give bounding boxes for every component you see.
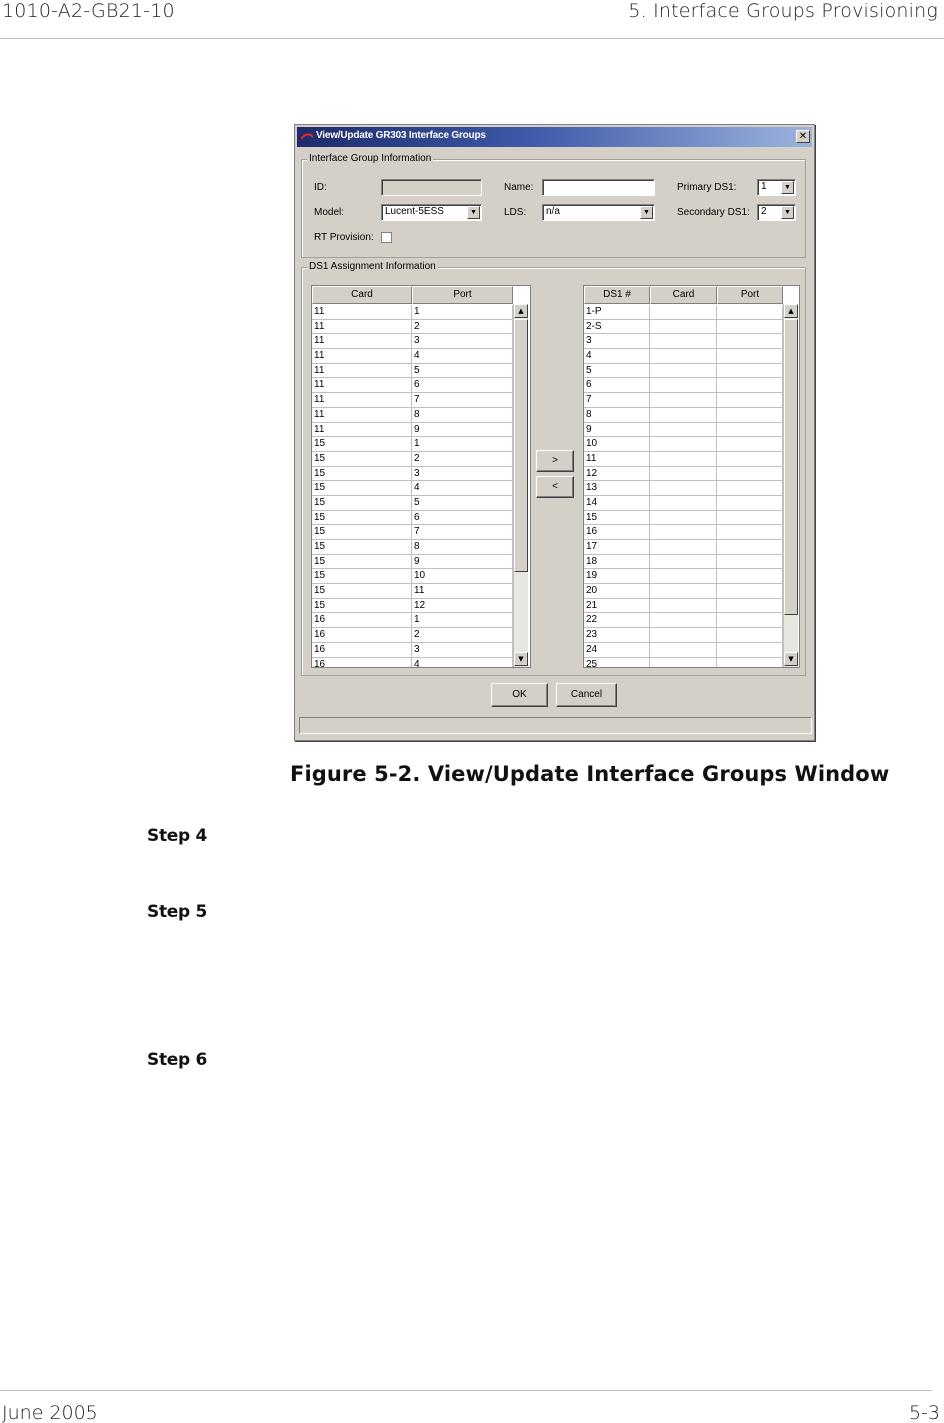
table-cell: 20	[584, 584, 650, 598]
table-cell: 19	[584, 569, 650, 583]
table-cell	[717, 555, 783, 569]
table-cell	[717, 378, 783, 392]
table-cell: 7	[412, 393, 513, 407]
table-row[interactable]	[312, 393, 513, 408]
table-row[interactable]	[584, 437, 783, 452]
table-cell: 15	[312, 481, 412, 495]
table-cell: 11	[312, 305, 412, 319]
table-row[interactable]	[312, 437, 513, 452]
table-cell: 15	[312, 467, 412, 481]
chevron-down-icon[interactable]: ▼	[640, 206, 653, 219]
table-row[interactable]	[312, 481, 513, 496]
table-row[interactable]	[312, 334, 513, 349]
table-cell	[717, 320, 783, 334]
table-cell: 11	[312, 408, 412, 422]
table-cell: 21	[584, 599, 650, 613]
table-row[interactable]	[584, 349, 783, 364]
app-icon	[301, 133, 313, 141]
table-cell: 11	[312, 423, 412, 437]
table-cell: 5	[584, 364, 650, 378]
table-row[interactable]	[312, 584, 513, 599]
table-cell: 22	[584, 613, 650, 627]
table-cell	[650, 452, 717, 466]
page-number: 5-3	[908, 1402, 940, 1423]
table-cell: 8	[584, 408, 650, 422]
model-select[interactable]	[381, 204, 482, 221]
table-cell: 2-S	[584, 320, 650, 334]
table-cell	[717, 496, 783, 510]
table-cell: 23	[584, 628, 650, 642]
table-cell	[650, 569, 717, 583]
table-cell: 17	[584, 540, 650, 554]
table-row[interactable]	[312, 599, 513, 614]
window-title: View/Update GR303 Interface Groups	[316, 130, 486, 141]
view-update-window	[294, 124, 815, 741]
interface-group-info	[301, 153, 806, 258]
table-cell	[717, 349, 783, 363]
primary-ds1-label: Primary DS1:	[677, 182, 737, 193]
name-input[interactable]	[542, 179, 655, 196]
table-row[interactable]	[312, 555, 513, 570]
table-cell	[650, 437, 717, 451]
table-cell: 3	[584, 334, 650, 348]
table-cell: 4	[412, 349, 513, 363]
table-cell: 11	[312, 320, 412, 334]
table-row[interactable]	[584, 364, 783, 379]
footer-date: June 2005	[2, 1402, 98, 1423]
table-cell	[717, 364, 783, 378]
table-cell: 15	[312, 555, 412, 569]
table-row[interactable]	[312, 658, 513, 669]
scroll-down-icon[interactable]: ▼	[514, 652, 528, 666]
table-row[interactable]	[584, 467, 783, 482]
group-info-legend: Interface Group Information	[309, 153, 432, 164]
table-cell: 12	[412, 599, 513, 613]
table-cell: 4	[412, 658, 513, 669]
table-cell	[717, 658, 783, 669]
footer-rule	[0, 1390, 932, 1391]
table-cell: 15	[312, 584, 412, 598]
table-cell: 15	[312, 452, 412, 466]
table-cell: 15	[584, 511, 650, 525]
table-row[interactable]	[584, 658, 783, 669]
column-header-ds1[interactable]: DS1 #	[584, 286, 650, 304]
table-cell	[650, 378, 717, 392]
table-cell: 15	[312, 569, 412, 583]
scroll-down-icon[interactable]: ▼	[784, 652, 798, 666]
available-ds1-rows	[312, 305, 513, 668]
table-cell	[717, 569, 783, 583]
table-cell: 4	[412, 481, 513, 495]
ds1-assignment-legend: DS1 Assignment Information	[309, 261, 436, 272]
table-cell	[717, 437, 783, 451]
table-row[interactable]	[312, 349, 513, 364]
id-label: ID:	[314, 182, 327, 193]
table-cell: 16	[312, 658, 412, 669]
table-row[interactable]	[312, 378, 513, 393]
table-cell: 7	[412, 525, 513, 539]
table-cell	[717, 584, 783, 598]
table-cell: 11	[312, 393, 412, 407]
unassign-button[interactable]: <	[536, 476, 574, 498]
table-row[interactable]	[584, 555, 783, 570]
available-ds1-table[interactable]	[311, 285, 531, 668]
table-row[interactable]	[584, 408, 783, 423]
table-cell: 7	[584, 393, 650, 407]
table-cell: 14	[584, 496, 650, 510]
table-cell: 6	[412, 511, 513, 525]
table-row[interactable]	[312, 525, 513, 540]
table-row[interactable]	[584, 584, 783, 599]
ds1-assignment-table[interactable]	[583, 285, 800, 668]
scroll-thumb[interactable]	[514, 319, 528, 572]
secondary-ds1-value: 2	[761, 206, 767, 217]
lds-value: n/a	[546, 206, 560, 217]
table-cell: 1	[412, 305, 513, 319]
table-cell: 6	[412, 378, 513, 392]
table-cell	[650, 658, 717, 669]
table-cell: 1	[412, 613, 513, 627]
table-row[interactable]	[584, 613, 783, 628]
title-bar[interactable]	[297, 127, 812, 147]
table-cell: 6	[584, 378, 650, 392]
close-icon[interactable]: ✕	[796, 130, 810, 143]
table-cell	[650, 525, 717, 539]
table-cell	[717, 643, 783, 657]
table-cell: 11	[312, 349, 412, 363]
chevron-down-icon[interactable]: ▼	[781, 181, 794, 194]
table-row[interactable]	[312, 540, 513, 555]
table-cell	[650, 511, 717, 525]
table-row[interactable]	[312, 364, 513, 379]
table-cell: 1-P	[584, 305, 650, 319]
table-row[interactable]	[584, 320, 783, 335]
table-cell: 9	[412, 423, 513, 437]
model-value: Lucent-5ESS	[385, 206, 444, 217]
table-cell: 25	[584, 658, 650, 669]
table-row[interactable]	[312, 320, 513, 335]
ds1-assignment-info	[301, 261, 806, 676]
column-header-port[interactable]: Port	[717, 286, 783, 304]
table-cell: 16	[312, 613, 412, 627]
table-cell: 16	[312, 628, 412, 642]
table-cell	[650, 320, 717, 334]
table-cell	[717, 628, 783, 642]
table-row[interactable]	[312, 613, 513, 628]
table-cell: 2	[412, 320, 513, 334]
table-cell: 15	[312, 511, 412, 525]
chevron-down-icon[interactable]: ▼	[467, 206, 480, 219]
table-cell	[650, 349, 717, 363]
table-cell	[717, 525, 783, 539]
table-cell	[650, 423, 717, 437]
assign-button[interactable]: >	[536, 450, 574, 472]
step-5-label: Step 5	[147, 902, 208, 922]
table-cell: 15	[312, 525, 412, 539]
scroll-up-icon[interactable]: ▲	[514, 304, 528, 318]
table-cell: 10	[584, 437, 650, 451]
table-cell	[650, 481, 717, 495]
table-row[interactable]	[312, 569, 513, 584]
table-cell: 10	[412, 569, 513, 583]
table-cell	[717, 334, 783, 348]
table-cell: 15	[312, 437, 412, 451]
table-cell: 9	[412, 555, 513, 569]
table-cell	[650, 364, 717, 378]
table-cell	[650, 613, 717, 627]
table-row[interactable]	[584, 628, 783, 643]
rt-provision-label: RT Provision:	[314, 232, 374, 243]
table-row[interactable]	[312, 628, 513, 643]
table-cell	[717, 408, 783, 422]
table-cell	[650, 393, 717, 407]
table-cell: 9	[584, 423, 650, 437]
table-cell: 2	[412, 452, 513, 466]
table-cell: 11	[584, 452, 650, 466]
table-cell	[650, 628, 717, 642]
table-row[interactable]	[584, 569, 783, 584]
secondary-ds1-select[interactable]	[757, 204, 796, 221]
table-cell	[717, 613, 783, 627]
chapter-title: 5. Interface Groups Provisioning	[628, 0, 938, 22]
table-cell	[650, 467, 717, 481]
table-cell	[650, 643, 717, 657]
table-cell: 8	[412, 540, 513, 554]
table-row[interactable]	[584, 378, 783, 393]
table-cell: 2	[412, 628, 513, 642]
column-header-card[interactable]: Card	[312, 286, 412, 304]
figure-caption: Figure 5-2. View/Update Interface Groups Window	[290, 762, 890, 786]
table-row[interactable]	[312, 408, 513, 423]
cancel-button[interactable]: Cancel	[556, 683, 617, 707]
step-6-label: Step 6	[147, 1050, 208, 1070]
table-cell: 5	[412, 496, 513, 510]
table-cell: 16	[312, 643, 412, 657]
table-cell: 1	[412, 437, 513, 451]
table-row[interactable]	[584, 511, 783, 526]
table-row[interactable]	[312, 511, 513, 526]
table-cell	[717, 452, 783, 466]
model-label: Model:	[314, 207, 345, 218]
table-row[interactable]	[312, 467, 513, 482]
table-cell	[717, 511, 783, 525]
step-4-label: Step 4	[147, 826, 208, 846]
lds-select[interactable]	[542, 204, 655, 221]
column-header-card[interactable]: Card	[650, 286, 717, 304]
table-cell: 4	[584, 349, 650, 363]
table-cell	[717, 481, 783, 495]
table-cell	[650, 584, 717, 598]
doc-number: 1010-A2-GB21-10	[2, 0, 175, 22]
table-cell	[717, 467, 783, 481]
secondary-ds1-label: Secondary DS1:	[677, 207, 750, 218]
ok-button[interactable]: OK	[491, 683, 548, 707]
table-cell	[650, 305, 717, 319]
table-header	[312, 286, 513, 304]
table-row[interactable]	[584, 423, 783, 438]
id-field	[381, 179, 482, 196]
scroll-thumb[interactable]	[784, 319, 798, 615]
table-cell: 11	[312, 364, 412, 378]
lds-label: LDS:	[504, 207, 527, 218]
table-cell	[717, 599, 783, 613]
table-row[interactable]	[584, 540, 783, 555]
table-cell	[650, 555, 717, 569]
column-header-port[interactable]: Port	[412, 286, 513, 304]
scroll-up-icon[interactable]: ▲	[784, 304, 798, 318]
table-cell: 5	[412, 364, 513, 378]
table-cell: 11	[312, 334, 412, 348]
table-row[interactable]	[584, 599, 783, 614]
table-cell	[650, 408, 717, 422]
table-cell	[650, 540, 717, 554]
table-row[interactable]	[584, 481, 783, 496]
table-row[interactable]	[584, 643, 783, 658]
table-header	[584, 286, 783, 304]
table-cell: 24	[584, 643, 650, 657]
table-cell: 15	[312, 540, 412, 554]
chevron-down-icon[interactable]: ▼	[781, 206, 794, 219]
table-cell: 8	[412, 408, 513, 422]
table-cell: 16	[584, 525, 650, 539]
table-row[interactable]	[312, 643, 513, 658]
table-cell	[650, 334, 717, 348]
table-row[interactable]	[584, 452, 783, 467]
primary-ds1-value: 1	[761, 181, 767, 192]
table-cell	[650, 599, 717, 613]
table-cell: 13	[584, 481, 650, 495]
table-cell: 11	[312, 378, 412, 392]
table-row[interactable]	[312, 305, 513, 320]
table-row[interactable]	[584, 393, 783, 408]
table-row[interactable]	[584, 496, 783, 511]
table-cell: 3	[412, 467, 513, 481]
table-row[interactable]	[312, 496, 513, 511]
ds1-assignment-rows	[584, 305, 783, 668]
table-cell	[717, 305, 783, 319]
header-rule	[0, 38, 944, 39]
right-scrollbar[interactable]	[783, 304, 798, 667]
table-cell: 11	[412, 584, 513, 598]
table-row[interactable]	[584, 525, 783, 540]
table-cell	[717, 393, 783, 407]
table-cell	[650, 496, 717, 510]
primary-ds1-select[interactable]	[757, 179, 796, 196]
table-cell: 3	[412, 643, 513, 657]
left-scrollbar[interactable]	[513, 304, 528, 667]
table-cell: 3	[412, 334, 513, 348]
table-cell: 15	[312, 496, 412, 510]
table-row[interactable]	[584, 305, 783, 320]
name-label: Name:	[504, 182, 534, 193]
table-cell: 12	[584, 467, 650, 481]
status-bar	[299, 717, 812, 734]
table-cell: 15	[312, 599, 412, 613]
table-row[interactable]	[584, 334, 783, 349]
rt-provision-checkbox[interactable]	[381, 232, 392, 243]
table-row[interactable]	[312, 423, 513, 438]
table-cell	[717, 540, 783, 554]
table-row[interactable]	[312, 452, 513, 467]
table-cell: 18	[584, 555, 650, 569]
table-cell	[717, 423, 783, 437]
